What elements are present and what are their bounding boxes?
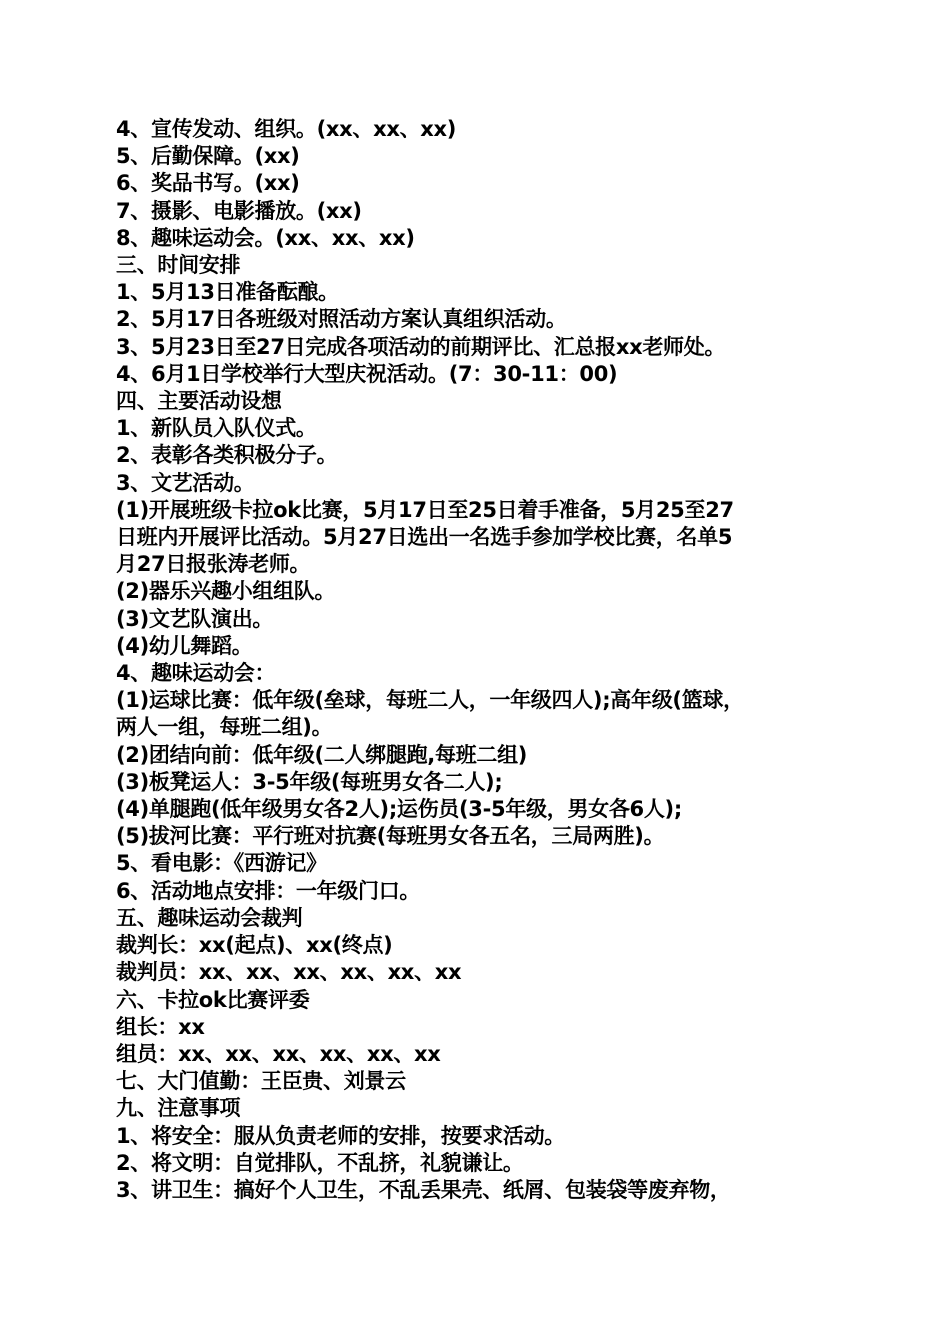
- text-line: 裁判员：xx、xx、xx、xx、xx、xx: [116, 960, 462, 985]
- text-line: 2、将文明：自觉排队，不乱挤，礼貌谦让。: [116, 1150, 524, 1175]
- text-line: 2、表彰各类积极分子。: [116, 443, 338, 468]
- text-line: (2)器乐兴趣小组组队。: [116, 579, 336, 604]
- text-line: (3)文艺队演出。: [116, 606, 274, 631]
- text-line: 5、看电影：《西游记》: [116, 851, 327, 876]
- text-line: 3、文艺活动。: [116, 470, 255, 495]
- section-heading: 七、大门值勤：王臣贵、刘景云: [116, 1069, 406, 1094]
- section-heading: 九、注意事项: [116, 1096, 241, 1121]
- text-line: 1、5月13日准备酝酿。: [116, 280, 339, 305]
- text-line: (1)开展班级卡拉ok比赛，5月17日至25日着手准备，5月25至27: [116, 497, 734, 522]
- text-line: (4)幼儿舞蹈。: [116, 633, 253, 658]
- section-heading: 六、卡拉ok比赛评委: [116, 987, 310, 1012]
- text-line: (5)拔河比赛：平行班对抗赛(每班男女各五名，三局两胜)。: [116, 824, 665, 849]
- text-line: 日班内开展评比活动。5月27日选出一名选手参加学校比赛，名单5: [116, 525, 733, 550]
- text-line: (3)板凳运人：3-5年级(每班男女各二人);: [116, 769, 503, 794]
- text-line: 8、趣味运动会。(xx、xx、xx): [116, 225, 415, 250]
- text-line: 两人一组，每班二组)。: [116, 715, 333, 740]
- text-line: 裁判长：xx(起点)、xx(终点): [116, 933, 393, 958]
- section-heading: 四、主要活动设想: [116, 389, 282, 414]
- text-line: 6、奖品书写。(xx): [116, 171, 300, 196]
- text-line: 1、将安全：服从负责老师的安排，按要求活动。: [116, 1123, 566, 1148]
- text-line: (4)单腿跑(低年级男女各2人);运伤员(3-5年级，男女各6人);: [116, 797, 682, 822]
- text-line: 4、6月1日学校举行大型庆祝活动。(7：30-11：00): [116, 361, 618, 386]
- text-line: 6、活动地点安排：一年级门口。: [116, 878, 421, 903]
- text-line: 4、趣味运动会：: [116, 661, 276, 686]
- text-line: 2、5月17日各班级对照活动方案认真组织活动。: [116, 307, 567, 332]
- text-line: 月27日报张涛老师。: [116, 552, 311, 577]
- text-line: 3、讲卫生：搞好个人卫生，不乱丢果壳、纸屑、包装袋等废弃物，: [116, 1177, 731, 1202]
- section-heading: 三、时间安排: [116, 253, 241, 278]
- document-body: [116, 116, 838, 1204]
- text-line: 4、宣传发动、组织。(xx、xx、xx): [116, 117, 457, 141]
- text-line: 7、摄影、电影播放。(xx): [116, 198, 362, 223]
- text-line: 组员：xx、xx、xx、xx、xx、xx: [116, 1041, 441, 1066]
- text-line: 组长：xx: [116, 1014, 205, 1039]
- text-line: 3、5月23日至27日完成各项活动的前期评比、汇总报xx老师处。: [116, 334, 726, 359]
- text-line: (1)运球比赛：低年级(垒球，每班二人，一年级四人);高年级(篮球，: [116, 688, 744, 713]
- section-heading: 五、趣味运动会裁判: [116, 905, 303, 930]
- text-line: 5、后勤保障。(xx): [116, 144, 300, 169]
- text-line: (2)团结向前：低年级(二人绑腿跑,每班二组): [116, 742, 528, 767]
- text-line: 1、新队员入队仪式。: [116, 416, 317, 441]
